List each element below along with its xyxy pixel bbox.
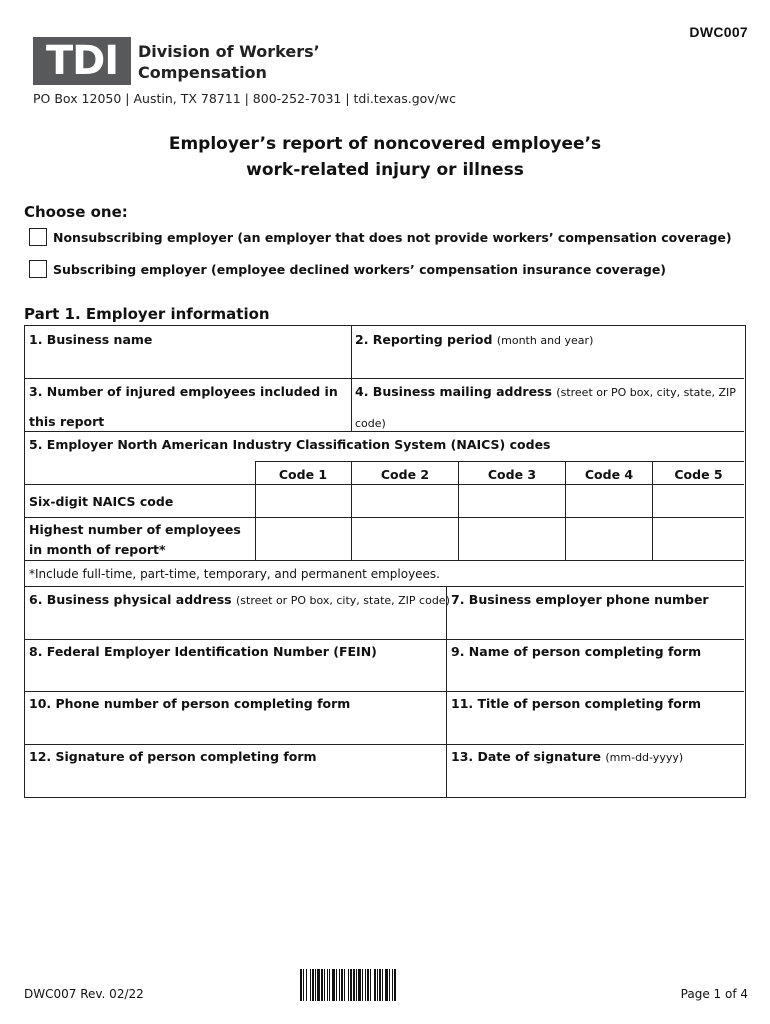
employees-code-4-input[interactable]	[566, 518, 652, 560]
name-completing-input[interactable]	[447, 660, 744, 691]
footnote: *Include full-time, part-time, temporary, and permanent employees.	[29, 567, 440, 581]
employees-code-5-input[interactable]	[653, 518, 744, 560]
fein-input[interactable]	[25, 660, 446, 691]
employees-code-2-input[interactable]	[352, 518, 458, 560]
field-name-completing: 9. Name of person completing form	[451, 644, 702, 659]
field-title-completing: 11. Title of person completing form	[451, 696, 702, 711]
business-name-input[interactable]	[25, 344, 351, 378]
date-signature-input[interactable]	[447, 766, 744, 796]
naics-code-2-input[interactable]	[352, 485, 458, 517]
naics-code-3-header: Code 3	[487, 467, 537, 482]
choose-one-label: Choose one:	[24, 203, 128, 221]
signature-input[interactable]	[25, 766, 446, 796]
barcode-image	[300, 969, 476, 1001]
field-date-signature-hint: (mm-dd-yyyy)	[605, 751, 684, 764]
revision-label: DWC007 Rev. 02/22	[24, 987, 144, 1001]
field-physical-address-label: 6. Business physical address	[29, 592, 232, 607]
field-reporting-period-hint: (month and year)	[496, 334, 594, 347]
tdi-logo: TDI	[33, 37, 131, 85]
row-highest-employees-line2: in month of report*	[29, 542, 166, 557]
field-reporting-period-label: 2. Reporting period	[355, 332, 493, 347]
row-six-digit-naics: Six-digit NAICS code	[29, 494, 174, 509]
org-name-line1: Division of Workers’	[138, 42, 320, 61]
mailing-address-input[interactable]	[352, 398, 744, 414]
field-physical-address	[29, 592, 450, 609]
title-line2: work-related injury or illness	[246, 160, 524, 180]
field-date-signature	[451, 749, 683, 766]
row-highest-employees-line1: Highest number of employees	[29, 522, 241, 537]
page-number: Page 1 of 4	[680, 987, 748, 1001]
employer-info-form	[24, 325, 746, 798]
injured-count-input[interactable]	[25, 398, 351, 412]
field-employer-phone: 7. Business employer phone number	[451, 592, 709, 607]
option-nonsubscribing[interactable]	[29, 228, 732, 246]
field-business-name: 1. Business name	[29, 332, 153, 347]
naics-code-4-input[interactable]	[566, 485, 652, 517]
option-subscribing[interactable]	[29, 260, 666, 278]
naics-code-4-header: Code 4	[584, 467, 634, 482]
naics-code-2-header: Code 2	[380, 467, 430, 482]
field-mailing-address-label: 4. Business mailing address	[355, 384, 552, 399]
phone-completing-input[interactable]	[25, 712, 446, 744]
employees-code-3-input[interactable]	[459, 518, 565, 560]
nonsubscribing-checkbox[interactable]	[29, 228, 47, 246]
nonsubscribing-label: Nonsubscribing employer (an employer that does not provide workers’ compensation coverage)	[53, 229, 732, 245]
employer-phone-input[interactable]	[447, 608, 744, 639]
field-mailing-address-hint2: code)	[355, 417, 386, 430]
title-line1: Employer’s report of noncovered employee’s	[168, 134, 602, 154]
field-injured-count-line1: 3. Number of injured employees included in	[29, 384, 338, 399]
org-name	[138, 41, 320, 83]
field-naics-heading: 5. Employer North American Industry Classification System (NAICS) codes	[29, 437, 551, 452]
employees-code-1-input[interactable]	[256, 518, 351, 560]
field-injured-count-line2: this report	[29, 414, 105, 429]
physical-address-input[interactable]	[25, 608, 446, 639]
org-name-line2: Compensation	[138, 63, 267, 82]
contact-line: PO Box 12050 | Austin, TX 78711 | 800-252-7031 | tdi.texas.gov/wc	[33, 91, 456, 106]
naics-code-1-input[interactable]	[256, 485, 351, 517]
field-phone-completing: 10. Phone number of person completing form	[29, 696, 351, 711]
page-title	[0, 131, 770, 183]
field-physical-address-hint: (street or PO box, city, state, ZIP code)	[235, 594, 450, 607]
reporting-period-input[interactable]	[352, 344, 744, 378]
form-code: DWC007	[689, 24, 748, 40]
title-completing-input[interactable]	[447, 712, 744, 744]
part1-heading: Part 1. Employer information	[24, 305, 270, 323]
field-fein: 8. Federal Employer Identification Number (FEIN)	[29, 644, 377, 659]
field-signature: 12. Signature of person completing form	[29, 749, 317, 764]
field-mailing-address-hint: (street or PO box, city, state, ZIP	[556, 386, 736, 399]
naics-code-3-input[interactable]	[459, 485, 565, 517]
subscribing-checkbox[interactable]	[29, 260, 47, 278]
naics-code-5-header: Code 5	[674, 467, 723, 482]
naics-code-1-header: Code 1	[278, 467, 328, 482]
naics-code-5-input[interactable]	[653, 485, 744, 517]
field-date-signature-label: 13. Date of signature	[451, 749, 602, 764]
subscribing-label: Subscribing employer (employee declined workers’ compensation insurance coverage)	[53, 261, 667, 277]
